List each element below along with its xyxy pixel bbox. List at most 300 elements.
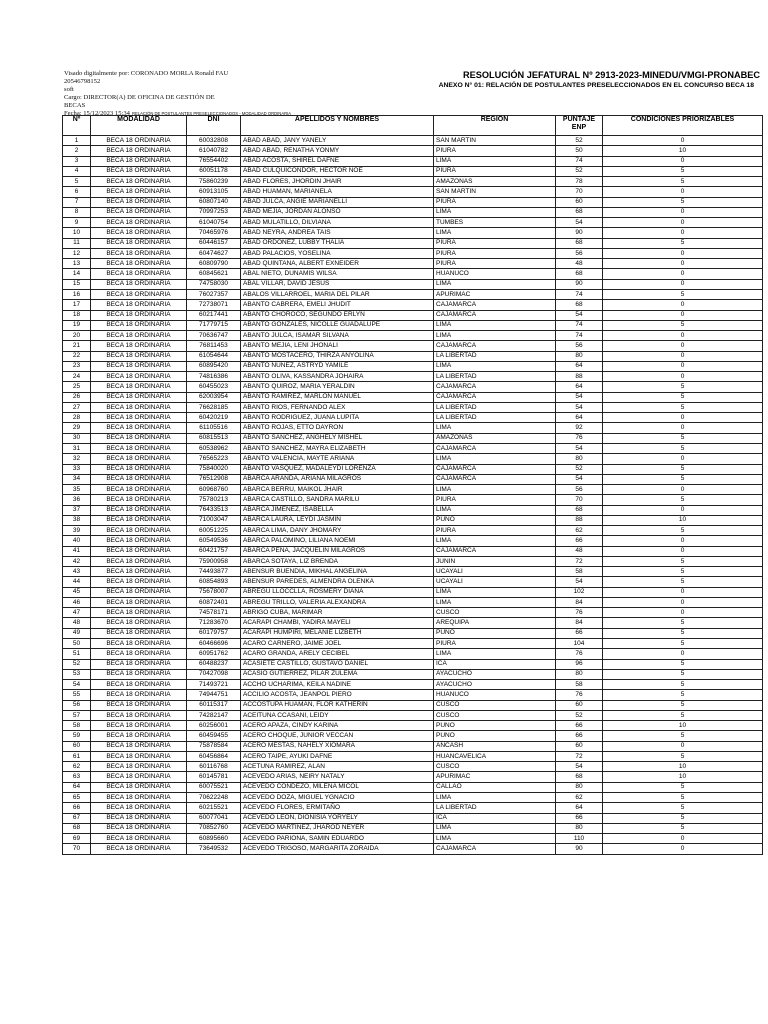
table-row [63, 546, 763, 556]
table-cell: ABENSUR BUENDIA, MIKHAL ANGELINA [241, 567, 434, 577]
table-cell: LIMA [434, 485, 556, 495]
table-cell: ACEVEDO MARTINEZ, JHAROD NEYER [241, 823, 434, 833]
table-cell: 92 [556, 423, 603, 433]
table-cell: 60845621 [187, 269, 241, 279]
table-cell: 76 [556, 690, 603, 700]
table-cell: 68 [556, 238, 603, 248]
table-cell: BECA 18 ORDINARIA [91, 413, 187, 423]
table-cell: 0 [603, 372, 763, 382]
table-cell: BECA 18 ORDINARIA [91, 382, 187, 392]
table-cell: 57 [63, 710, 91, 720]
table-row [63, 762, 763, 772]
table-row [63, 341, 763, 351]
table-cell: BECA 18 ORDINARIA [91, 423, 187, 433]
table-cell: 80 [556, 669, 603, 679]
table-row [63, 331, 763, 341]
table-cell: CAJAMARCA [434, 392, 556, 402]
table-cell: 0 [603, 454, 763, 464]
table-cell: BECA 18 ORDINARIA [91, 505, 187, 515]
table-cell: 60179757 [187, 628, 241, 638]
table-cell: PUNO [434, 721, 556, 731]
table-cell: 10 [603, 721, 763, 731]
table-cell: 5 [603, 567, 763, 577]
table-cell: BECA 18 ORDINARIA [91, 259, 187, 269]
table-cell: 60145781 [187, 772, 241, 782]
table-cell: LIMA [434, 228, 556, 238]
table-cell: 0 [603, 259, 763, 269]
table-cell: ACASIETE CASTILLO, GUSTAVO DANIEL [241, 659, 434, 669]
table-cell: PUNO [434, 731, 556, 741]
table-cell: AMAZONAS [434, 433, 556, 443]
table-cell: ABAD MULATILLO, DILVIANA [241, 218, 434, 228]
table-cell: 70 [63, 844, 91, 854]
table-cell: BECA 18 ORDINARIA [91, 649, 187, 659]
table-cell: 60456864 [187, 751, 241, 761]
table-cell: BECA 18 ORDINARIA [91, 464, 187, 474]
table-cell: 90 [556, 228, 603, 238]
table-cell: 75900958 [187, 556, 241, 566]
table-cell: BECA 18 ORDINARIA [91, 669, 187, 679]
table-cell: 70 [556, 495, 603, 505]
table-cell: 23 [63, 361, 91, 371]
table-cell: 54 [63, 680, 91, 690]
table-cell: ACARO GRANDA, ARELY CECIBEL [241, 649, 434, 659]
table-cell: BECA 18 ORDINARIA [91, 454, 187, 464]
table-row [63, 536, 763, 546]
table-cell: 37 [63, 505, 91, 515]
table-row [63, 515, 763, 525]
table-cell: BECA 18 ORDINARIA [91, 546, 187, 556]
table-cell: APURIMAC [434, 772, 556, 782]
table-cell: 74758030 [187, 279, 241, 289]
table-cell: 60807140 [187, 197, 241, 207]
table-cell: BECA 18 ORDINARIA [91, 361, 187, 371]
table-cell: PIURA [434, 495, 556, 505]
table-cell: 71283670 [187, 618, 241, 628]
table-cell: 74 [556, 156, 603, 166]
table-cell: 74944751 [187, 690, 241, 700]
table-cell: BECA 18 ORDINARIA [91, 834, 187, 844]
table-cell: 60077041 [187, 813, 241, 823]
table-cell: 60051178 [187, 166, 241, 176]
table-cell: ACERO MESTAS, NAHELY XIOMARA [241, 741, 434, 751]
table-cell: 26 [63, 392, 91, 402]
table-cell: 68 [556, 269, 603, 279]
table-cell: 71493721 [187, 680, 241, 690]
table-cell: 20 [63, 331, 91, 341]
table-cell: PIURA [434, 197, 556, 207]
table-cell: 5 [603, 793, 763, 803]
table-cell: 62003954 [187, 392, 241, 402]
table-cell: BECA 18 ORDINARIA [91, 300, 187, 310]
table-cell: 68 [556, 207, 603, 217]
table-cell: 72738071 [187, 300, 241, 310]
table-cell: LIMA [434, 834, 556, 844]
table-cell: BECA 18 ORDINARIA [91, 793, 187, 803]
column-header: DNI [187, 116, 241, 136]
table-cell: 10 [603, 146, 763, 156]
table-row [63, 608, 763, 618]
table-cell: 60459455 [187, 731, 241, 741]
table-cell: 60116768 [187, 762, 241, 772]
table-cell: ACCHO UCHARIMA, KEILA NADINE [241, 680, 434, 690]
table-cell: LIMA [434, 649, 556, 659]
table-cell: LIMA [434, 454, 556, 464]
table-cell: BECA 18 ORDINARIA [91, 710, 187, 720]
table-cell: 0 [603, 228, 763, 238]
table-cell: 60 [63, 741, 91, 751]
table-cell: 10 [603, 762, 763, 772]
table-cell: BECA 18 ORDINARIA [91, 587, 187, 597]
table-cell: ACEVEDO TRIGOSO, MARGARITA ZORAIDA [241, 844, 434, 854]
table-cell: 74578171 [187, 608, 241, 618]
table-cell: 62 [556, 526, 603, 536]
table-cell: 48 [63, 618, 91, 628]
table-cell: ACARAPI CHAMBI, YADIRA MAYELI [241, 618, 434, 628]
table-cell: 60075521 [187, 782, 241, 792]
table-row [63, 834, 763, 844]
table-cell: ABANTO JULCA, ISAMAR SILVANA [241, 331, 434, 341]
table-cell: 13 [63, 259, 91, 269]
table-cell: 75840020 [187, 464, 241, 474]
table-cell: BECA 18 ORDINARIA [91, 207, 187, 217]
column-header: REGIÓN [434, 116, 556, 136]
table-cell: PIURA [434, 526, 556, 536]
table-cell: 58 [556, 680, 603, 690]
table-cell: 52 [556, 464, 603, 474]
table-cell: BECA 18 ORDINARIA [91, 351, 187, 361]
table-cell: LIMA [434, 823, 556, 833]
table-cell: ANCASH [434, 741, 556, 751]
table-cell: PIURA [434, 639, 556, 649]
table-cell: CALLAO [434, 782, 556, 792]
table-cell: 75780213 [187, 495, 241, 505]
table-cell: ABAD ORDOÑEZ, LUBBY THALIA [241, 238, 434, 248]
table-cell: LA LIBERTAD [434, 351, 556, 361]
table-row [63, 710, 763, 720]
table-cell: LIMA [434, 505, 556, 515]
table-cell: 1 [63, 136, 91, 146]
table-cell: 74816386 [187, 372, 241, 382]
table-cell: LA LIBERTAD [434, 803, 556, 813]
table-row [63, 649, 763, 659]
table-cell: BECA 18 ORDINARIA [91, 402, 187, 412]
table-cell: 64 [556, 361, 603, 371]
table-cell: ACEVEDO PARIONA, SAMIN EDUARDO [241, 834, 434, 844]
table-cell: ABANTO QUIROZ, MARIA YERALDIN [241, 382, 434, 392]
table-cell: 5 [603, 166, 763, 176]
table-cell: 49 [63, 628, 91, 638]
table-cell: 36 [63, 495, 91, 505]
table-cell: 61 [63, 751, 91, 761]
table-cell: 5 [603, 782, 763, 792]
table-cell: 12 [63, 248, 91, 258]
table-cell: 61054644 [187, 351, 241, 361]
table-cell: ABARCA CASTILLO, SANDRA MARILU [241, 495, 434, 505]
table-cell: BECA 18 ORDINARIA [91, 289, 187, 299]
table-cell: ABARCA SOTAYA, LIZ BRENDA [241, 556, 434, 566]
table-cell: 40 [63, 536, 91, 546]
table-cell: 5 [603, 320, 763, 330]
table-cell: 66 [556, 813, 603, 823]
table-cell: CUSCO [434, 762, 556, 772]
table-cell: BECA 18 ORDINARIA [91, 433, 187, 443]
table-cell: BECA 18 ORDINARIA [91, 731, 187, 741]
table-cell: 3 [63, 156, 91, 166]
signature-date: Fecha: 15/12/2023 15:34 [64, 110, 130, 118]
table-cell: BECA 18 ORDINARIA [91, 823, 187, 833]
table-row [63, 464, 763, 474]
annex-subtitle: ANEXO N° 01: RELACIÓN DE POSTULANTES PRESELECCIONADOS EN EL CONCURSO BECA 18 [438, 82, 754, 89]
table-cell: 47 [63, 608, 91, 618]
table-row [63, 413, 763, 423]
table-cell: 17 [63, 300, 91, 310]
table-row [63, 454, 763, 464]
table-cell: 5 [603, 659, 763, 669]
table-cell: 10 [603, 772, 763, 782]
table-row [63, 300, 763, 310]
table-cell: SAN MARTIN [434, 136, 556, 146]
table-cell: BECA 18 ORDINARIA [91, 597, 187, 607]
table-cell: 0 [603, 587, 763, 597]
table-cell: CUSCO [434, 608, 556, 618]
table-cell: 45 [63, 587, 91, 597]
table-cell: 73649532 [187, 844, 241, 854]
table-cell: 61040782 [187, 146, 241, 156]
table-cell: ACCILIO ACOSTA, JEANPOL PIERO [241, 690, 434, 700]
table-cell: LIMA [434, 279, 556, 289]
table-cell: CAJAMARCA [434, 844, 556, 854]
table-cell: ABAD ACOSTA, SHIREL DAFNE [241, 156, 434, 166]
table-row [63, 238, 763, 248]
table-cell: 5 [603, 402, 763, 412]
table-cell: BECA 18 ORDINARIA [91, 177, 187, 187]
table-cell: ABAL NIETO, DUNAMIS WILSA [241, 269, 434, 279]
table-cell: BECA 18 ORDINARIA [91, 269, 187, 279]
table-cell: 29 [63, 423, 91, 433]
table-cell: 110 [556, 834, 603, 844]
table-cell: 5 [603, 618, 763, 628]
table-cell: 54 [556, 762, 603, 772]
table-cell: 5 [603, 382, 763, 392]
table-row [63, 813, 763, 823]
table-cell: 62 [63, 762, 91, 772]
table-cell: ABARCA BERRU, MAIKOL JHAIR [241, 485, 434, 495]
table-cell: ACERO APAZA, CINDY KARINA [241, 721, 434, 731]
table-row [63, 639, 763, 649]
table-cell: ABAD ABAD, RENATHA YONMY [241, 146, 434, 156]
table-cell: UCAYALI [434, 567, 556, 577]
table-cell: 52 [556, 710, 603, 720]
table-cell: ABANTO MEJIA, LENI JHONALI [241, 341, 434, 351]
table-cell: ABARCA PALOMINO, LILIANA NOEMI [241, 536, 434, 546]
table-cell: 32 [63, 454, 91, 464]
table-row [63, 567, 763, 577]
table-cell: 70852760 [187, 823, 241, 833]
table-row [63, 628, 763, 638]
table-cell: 0 [603, 834, 763, 844]
table-cell: 80 [556, 782, 603, 792]
table-row [63, 495, 763, 505]
table-cell: ABANTO RIOS, FERNANDO ALEX [241, 402, 434, 412]
table-cell: 58 [63, 721, 91, 731]
table-cell: 5 [603, 392, 763, 402]
table-row [63, 577, 763, 587]
table-cell: BECA 18 ORDINARIA [91, 238, 187, 248]
table-cell: ICA [434, 659, 556, 669]
table-cell: ABANTO MOSTACERO, THIRZA ANYOLINA [241, 351, 434, 361]
column-header: MODALIDAD [91, 116, 187, 136]
table-cell: PIURA [434, 166, 556, 176]
table-cell: 54 [556, 577, 603, 587]
table-cell: 60420219 [187, 413, 241, 423]
table-cell: PIURA [434, 238, 556, 248]
table-cell: 60421757 [187, 546, 241, 556]
table-cell: BECA 18 ORDINARIA [91, 341, 187, 351]
table-cell: 0 [603, 608, 763, 618]
table-cell: 14 [63, 269, 91, 279]
table-cell: BECA 18 ORDINARIA [91, 166, 187, 176]
digital-signature-block [64, 70, 292, 119]
table-row [63, 433, 763, 443]
table-cell: 5 [603, 700, 763, 710]
table-cell: ABANTO ROJAS, ETTO DAYRON [241, 423, 434, 433]
table-cell: 80 [556, 823, 603, 833]
table-cell: 52 [556, 136, 603, 146]
table-cell: LA LIBERTAD [434, 372, 556, 382]
table-cell: 60913105 [187, 187, 241, 197]
table-cell: 28 [63, 413, 91, 423]
table-cell: CUSCO [434, 710, 556, 720]
signature-cargo-cont: BECAS [64, 102, 86, 110]
table-cell: 66 [556, 731, 603, 741]
table-row [63, 803, 763, 813]
table-cell: AYACUCHO [434, 669, 556, 679]
column-header: Nº [63, 116, 91, 136]
table-cell: CAJAMARCA [434, 382, 556, 392]
table-cell: UCAYALI [434, 577, 556, 587]
signature-soft: soft [64, 86, 74, 94]
signature-overlay-text: RELACIÓN DE POSTULANTES PRESELECCIONADOS - MODALIDAD ORDINARIA [131, 111, 292, 117]
table-cell: 76554402 [187, 156, 241, 166]
table-cell: 54 [556, 474, 603, 484]
table-cell: BECA 18 ORDINARIA [91, 690, 187, 700]
table-cell: BECA 18 ORDINARIA [91, 556, 187, 566]
table-cell: HUANUCO [434, 269, 556, 279]
table-cell: BECA 18 ORDINARIA [91, 536, 187, 546]
table-cell: 55 [63, 690, 91, 700]
table-cell: LA LIBERTAD [434, 402, 556, 412]
table-cell: PUNO [434, 515, 556, 525]
table-cell: ABARCA PEÑA, JACQUELIN MILAGROS [241, 546, 434, 556]
table-cell: 5 [603, 710, 763, 720]
table-cell: 9 [63, 218, 91, 228]
table-cell: 15 [63, 279, 91, 289]
table-cell: 72 [556, 751, 603, 761]
table-row [63, 187, 763, 197]
table-cell: ABANTO NUÑEZ, ASTRYD YAMILE [241, 361, 434, 371]
table-row [63, 320, 763, 330]
table-cell: 84 [556, 597, 603, 607]
table-cell: 50 [556, 146, 603, 156]
table-cell: 52 [63, 659, 91, 669]
table-cell: 76 [556, 608, 603, 618]
table-cell: BECA 18 ORDINARIA [91, 628, 187, 638]
table-cell: 64 [556, 382, 603, 392]
table-cell: 70997253 [187, 207, 241, 217]
table-cell: 5 [603, 639, 763, 649]
table-cell: PIURA [434, 248, 556, 258]
table-cell: PIURA [434, 259, 556, 269]
table-cell: BECA 18 ORDINARIA [91, 146, 187, 156]
table-cell: 64 [556, 413, 603, 423]
table-row [63, 823, 763, 833]
table-row [63, 382, 763, 392]
table-cell: 18 [63, 310, 91, 320]
column-header: PUNTAJE ENP [556, 116, 603, 136]
table-cell: 68 [556, 505, 603, 515]
table-cell: BECA 18 ORDINARIA [91, 156, 187, 166]
table-cell: 70465976 [187, 228, 241, 238]
table-cell: 5 [603, 577, 763, 587]
table-cell: BECA 18 ORDINARIA [91, 813, 187, 823]
table-cell: JUNIN [434, 556, 556, 566]
table-cell: 5 [603, 495, 763, 505]
table-cell: 64 [63, 782, 91, 792]
table-cell: 70622248 [187, 793, 241, 803]
signature-signer: Visado digitalmente por: CORONADO MORLA Ronald FAU [64, 70, 229, 77]
table-cell: LIMA [434, 423, 556, 433]
table-cell: 60115317 [187, 700, 241, 710]
table-row [63, 721, 763, 731]
table-cell: 60549536 [187, 536, 241, 546]
table-cell: BECA 18 ORDINARIA [91, 515, 187, 525]
table-cell: 25 [63, 382, 91, 392]
table-cell: APURIMAC [434, 289, 556, 299]
table-cell: ABAD FLORES, JHORDIN JHAIR [241, 177, 434, 187]
table-cell: 88 [556, 372, 603, 382]
table-cell: ABANTO CABRERA, EMELI JHUDIT [241, 300, 434, 310]
table-cell: BECA 18 ORDINARIA [91, 844, 187, 854]
table-cell: 41 [63, 546, 91, 556]
table-cell: 58 [556, 567, 603, 577]
table-row [63, 485, 763, 495]
table-cell: 54 [556, 402, 603, 412]
table-cell: LA LIBERTAD [434, 413, 556, 423]
table-cell: BECA 18 ORDINARIA [91, 772, 187, 782]
table-cell: CAJAMARCA [434, 546, 556, 556]
table-cell: 0 [603, 269, 763, 279]
table-cell: 5 [603, 803, 763, 813]
table-cell: 53 [63, 669, 91, 679]
table-cell: ACASIO GUTIERREZ, PILAR ZULEMA [241, 669, 434, 679]
table-row [63, 690, 763, 700]
table-cell: BECA 18 ORDINARIA [91, 197, 187, 207]
table-cell: 0 [603, 536, 763, 546]
table-row [63, 402, 763, 412]
table-cell: BECA 18 ORDINARIA [91, 331, 187, 341]
table-cell: 60488237 [187, 659, 241, 669]
table-cell: 66 [556, 536, 603, 546]
table-cell: BECA 18 ORDINARIA [91, 567, 187, 577]
table-cell: 74 [556, 289, 603, 299]
table-cell: ABARCA LAURA, LEYDI JASMIN [241, 515, 434, 525]
table-cell: 75878584 [187, 741, 241, 751]
table-cell: BECA 18 ORDINARIA [91, 279, 187, 289]
table-cell: BECA 18 ORDINARIA [91, 485, 187, 495]
table-cell: AYACUCHO [434, 680, 556, 690]
table-cell: 65 [63, 793, 91, 803]
